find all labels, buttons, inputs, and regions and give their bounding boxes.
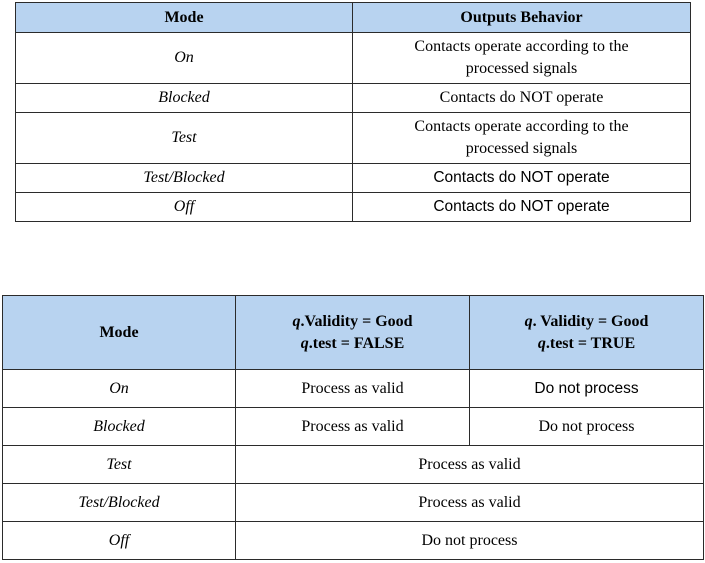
table-header-row (16, 3, 691, 33)
quality-symbol: q (537, 334, 546, 352)
mode-cell: On (3, 370, 236, 408)
mode-cell: Off (3, 522, 236, 560)
test-condition: .test = TRUE (545, 334, 636, 352)
mode-cell: Test/Blocked (16, 164, 353, 193)
table-row (3, 484, 704, 522)
test-false-cell: Process as valid (236, 408, 470, 446)
table-header-row (3, 296, 704, 370)
outputs-line: Contacts operate according to the (414, 38, 629, 55)
merged-cell: Do not process (236, 522, 704, 560)
outputs-line: processed signals (465, 140, 578, 157)
table-row (16, 193, 691, 222)
quality-symbol: q (300, 334, 309, 352)
test-true-cell: Do not process (470, 370, 704, 408)
outputs-line: Contacts operate according to the (414, 118, 629, 135)
test-condition: .test = FALSE (308, 334, 405, 352)
mode-cell: On (16, 33, 353, 84)
mode-cell: Blocked (16, 84, 353, 113)
quality-symbol: q (524, 312, 533, 330)
quality-symbol: q (292, 312, 301, 330)
table-row (3, 370, 704, 408)
mode-cell: Test/Blocked (3, 484, 236, 522)
table-row (3, 446, 704, 484)
outputs-behavior-table (15, 2, 691, 222)
mode-cell: Blocked (3, 408, 236, 446)
table-row (16, 164, 691, 193)
validity-condition: .Validity = Good (300, 312, 413, 330)
mode-header: Mode (3, 296, 236, 370)
mode-header: Mode (16, 3, 353, 33)
header-line (470, 333, 703, 355)
table-row (3, 522, 704, 560)
header-line (470, 311, 703, 333)
table-row (16, 84, 691, 113)
table-row (16, 33, 691, 84)
test-false-cell: Process as valid (236, 370, 470, 408)
outputs-behavior-header: Outputs Behavior (353, 3, 691, 33)
validity-condition: . Validity = Good (532, 312, 649, 330)
validity-processing-table (2, 295, 704, 560)
mode-cell: Test (3, 446, 236, 484)
test-true-header (470, 296, 704, 370)
test-false-header (236, 296, 470, 370)
outputs-cell: Contacts do NOT operate (353, 84, 691, 113)
outputs-cell: Contacts do NOT operate (353, 193, 691, 222)
outputs-cell (353, 113, 691, 164)
merged-cell: Process as valid (236, 484, 704, 522)
mode-cell: Test (16, 113, 353, 164)
table-row (3, 408, 704, 446)
merged-cell: Process as valid (236, 446, 704, 484)
outputs-cell (353, 33, 691, 84)
header-line (236, 311, 469, 333)
outputs-cell: Contacts do NOT operate (353, 164, 691, 193)
table-row (16, 113, 691, 164)
mode-cell: Off (16, 193, 353, 222)
header-line (236, 333, 469, 355)
test-true-cell: Do not process (470, 408, 704, 446)
outputs-line: processed signals (465, 60, 578, 77)
